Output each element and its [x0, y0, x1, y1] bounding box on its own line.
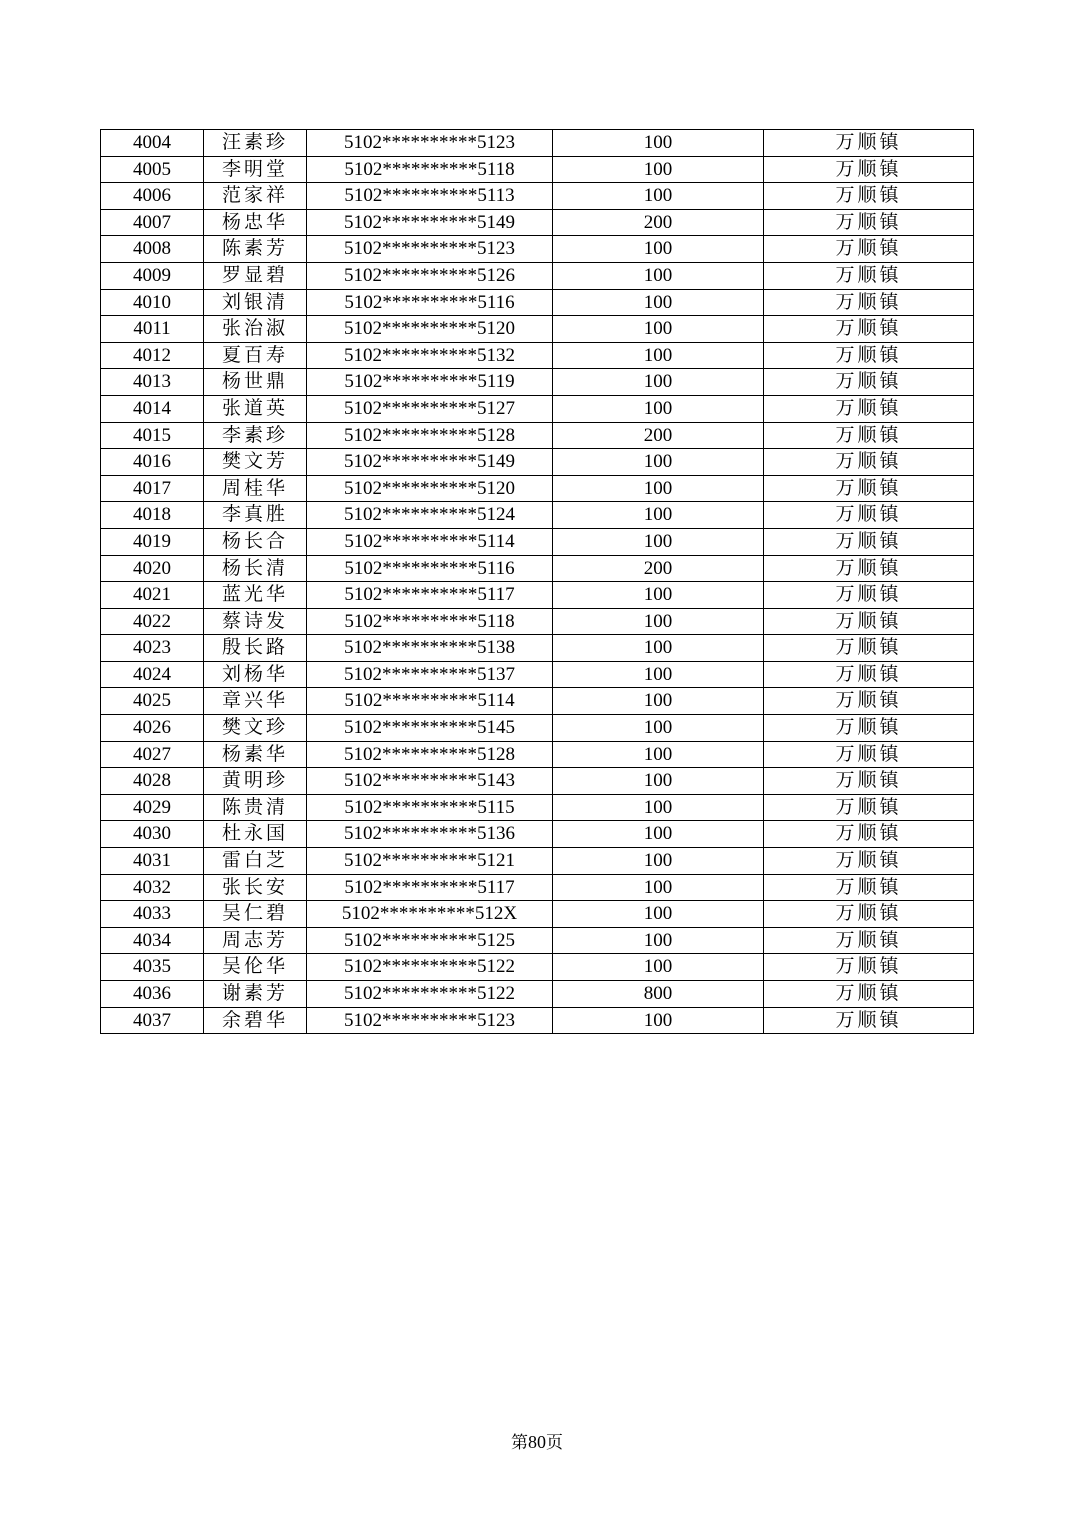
id-number-cell: 5102**********5145	[307, 715, 553, 742]
town-cell: 万顺镇	[764, 209, 974, 236]
town-cell: 万顺镇	[764, 422, 974, 449]
row-number-cell: 4025	[101, 688, 204, 715]
row-number-cell: 4013	[101, 369, 204, 396]
table-row	[101, 262, 974, 289]
person-name-cell: 周桂华	[204, 475, 307, 502]
table-row	[101, 1007, 974, 1034]
person-name-cell: 余碧华	[204, 1007, 307, 1034]
amount-cell: 100	[553, 1007, 764, 1034]
id-number-cell: 5102**********5127	[307, 395, 553, 422]
id-number-cell: 5102**********5137	[307, 661, 553, 688]
row-number-cell: 4012	[101, 342, 204, 369]
person-name-cell: 樊文珍	[204, 715, 307, 742]
row-number-cell: 4028	[101, 768, 204, 795]
table-row	[101, 289, 974, 316]
row-number-cell: 4021	[101, 582, 204, 609]
person-name-cell: 雷白芝	[204, 848, 307, 875]
town-cell: 万顺镇	[764, 342, 974, 369]
person-name-cell: 刘杨华	[204, 661, 307, 688]
person-name-cell: 蔡诗发	[204, 608, 307, 635]
town-cell: 万顺镇	[764, 369, 974, 396]
table-row	[101, 874, 974, 901]
table-row	[101, 981, 974, 1008]
table-row	[101, 715, 974, 742]
table-row	[101, 130, 974, 157]
amount-cell: 100	[553, 289, 764, 316]
table-row	[101, 635, 974, 662]
id-number-cell: 5102**********5136	[307, 821, 553, 848]
table-row	[101, 449, 974, 476]
id-number-cell: 5102**********5122	[307, 954, 553, 981]
id-number-cell: 5102**********5116	[307, 289, 553, 316]
amount-cell: 800	[553, 981, 764, 1008]
table-row	[101, 688, 974, 715]
row-number-cell: 4037	[101, 1007, 204, 1034]
person-name-cell: 刘银清	[204, 289, 307, 316]
id-number-cell: 5102**********5117	[307, 582, 553, 609]
amount-cell: 100	[553, 582, 764, 609]
row-number-cell: 4008	[101, 236, 204, 263]
row-number-cell: 4026	[101, 715, 204, 742]
page-footer	[0, 1428, 1074, 1453]
table-row	[101, 608, 974, 635]
amount-cell: 100	[553, 130, 764, 157]
person-name-cell: 张治淑	[204, 316, 307, 343]
table-row	[101, 209, 974, 236]
amount-cell: 100	[553, 316, 764, 343]
town-cell: 万顺镇	[764, 874, 974, 901]
row-number-cell: 4009	[101, 262, 204, 289]
row-number-cell: 4020	[101, 555, 204, 582]
amount-cell: 100	[553, 954, 764, 981]
town-cell: 万顺镇	[764, 715, 974, 742]
row-number-cell: 4030	[101, 821, 204, 848]
amount-cell: 100	[553, 794, 764, 821]
row-number-cell: 4023	[101, 635, 204, 662]
table-row	[101, 475, 974, 502]
amount-cell: 100	[553, 901, 764, 928]
id-number-cell: 5102**********5125	[307, 927, 553, 954]
amount-cell: 100	[553, 848, 764, 875]
roster-table	[100, 129, 974, 1034]
person-name-cell: 吴仁碧	[204, 901, 307, 928]
row-number-cell: 4006	[101, 183, 204, 210]
amount-cell: 200	[553, 209, 764, 236]
amount-cell: 100	[553, 528, 764, 555]
person-name-cell: 李明堂	[204, 156, 307, 183]
amount-cell: 100	[553, 741, 764, 768]
table-row	[101, 156, 974, 183]
person-name-cell: 陈贵清	[204, 794, 307, 821]
amount-cell: 100	[553, 395, 764, 422]
person-name-cell: 张道英	[204, 395, 307, 422]
table-row	[101, 342, 974, 369]
amount-cell: 100	[553, 262, 764, 289]
row-number-cell: 4032	[101, 874, 204, 901]
row-number-cell: 4018	[101, 502, 204, 529]
person-name-cell: 杨世鼎	[204, 369, 307, 396]
row-number-cell: 4019	[101, 528, 204, 555]
person-name-cell: 吴伦华	[204, 954, 307, 981]
id-number-cell: 5102**********5138	[307, 635, 553, 662]
id-number-cell: 5102**********5143	[307, 768, 553, 795]
id-number-cell: 5102**********5128	[307, 741, 553, 768]
row-number-cell: 4022	[101, 608, 204, 635]
id-number-cell: 5102**********5149	[307, 209, 553, 236]
town-cell: 万顺镇	[764, 262, 974, 289]
row-number-cell: 4036	[101, 981, 204, 1008]
id-number-cell: 5102**********5114	[307, 688, 553, 715]
table-row	[101, 316, 974, 343]
roster-table-body	[101, 130, 974, 1034]
id-number-cell: 5102**********5119	[307, 369, 553, 396]
amount-cell: 100	[553, 635, 764, 662]
person-name-cell: 章兴华	[204, 688, 307, 715]
amount-cell: 100	[553, 821, 764, 848]
id-number-cell: 5102**********5118	[307, 156, 553, 183]
amount-cell: 100	[553, 608, 764, 635]
town-cell: 万顺镇	[764, 555, 974, 582]
town-cell: 万顺镇	[764, 954, 974, 981]
row-number-cell: 4010	[101, 289, 204, 316]
row-number-cell: 4015	[101, 422, 204, 449]
table-row	[101, 422, 974, 449]
town-cell: 万顺镇	[764, 927, 974, 954]
row-number-cell: 4014	[101, 395, 204, 422]
town-cell: 万顺镇	[764, 901, 974, 928]
table-row	[101, 741, 974, 768]
id-number-cell: 5102**********5123	[307, 130, 553, 157]
person-name-cell: 李素珍	[204, 422, 307, 449]
id-number-cell: 5102**********5117	[307, 874, 553, 901]
town-cell: 万顺镇	[764, 661, 974, 688]
row-number-cell: 4004	[101, 130, 204, 157]
amount-cell: 100	[553, 688, 764, 715]
table-row	[101, 555, 974, 582]
id-number-cell: 5102**********512X	[307, 901, 553, 928]
town-cell: 万顺镇	[764, 316, 974, 343]
id-number-cell: 5102**********5132	[307, 342, 553, 369]
amount-cell: 100	[553, 183, 764, 210]
row-number-cell: 4024	[101, 661, 204, 688]
person-name-cell: 汪素珍	[204, 130, 307, 157]
amount-cell: 100	[553, 156, 764, 183]
id-number-cell: 5102**********5126	[307, 262, 553, 289]
person-name-cell: 周志芳	[204, 927, 307, 954]
town-cell: 万顺镇	[764, 741, 974, 768]
person-name-cell: 杨长合	[204, 528, 307, 555]
id-number-cell: 5102**********5122	[307, 981, 553, 1008]
id-number-cell: 5102**********5124	[307, 502, 553, 529]
table-row	[101, 502, 974, 529]
town-cell: 万顺镇	[764, 608, 974, 635]
town-cell: 万顺镇	[764, 688, 974, 715]
person-name-cell: 陈素芳	[204, 236, 307, 263]
table-row	[101, 848, 974, 875]
amount-cell: 100	[553, 661, 764, 688]
amount-cell: 100	[553, 502, 764, 529]
row-number-cell: 4031	[101, 848, 204, 875]
town-cell: 万顺镇	[764, 502, 974, 529]
town-cell: 万顺镇	[764, 1007, 974, 1034]
id-number-cell: 5102**********5149	[307, 449, 553, 476]
page-number: 80	[528, 1432, 546, 1452]
row-number-cell: 4007	[101, 209, 204, 236]
town-cell: 万顺镇	[764, 582, 974, 609]
table-row	[101, 369, 974, 396]
person-name-cell: 范家祥	[204, 183, 307, 210]
row-number-cell: 4035	[101, 954, 204, 981]
amount-cell: 100	[553, 236, 764, 263]
row-number-cell: 4011	[101, 316, 204, 343]
id-number-cell: 5102**********5128	[307, 422, 553, 449]
town-cell: 万顺镇	[764, 821, 974, 848]
table-row	[101, 395, 974, 422]
id-number-cell: 5102**********5118	[307, 608, 553, 635]
town-cell: 万顺镇	[764, 183, 974, 210]
page-number-prefix: 第	[511, 1433, 528, 1453]
town-cell: 万顺镇	[764, 395, 974, 422]
id-number-cell: 5102**********5123	[307, 236, 553, 263]
town-cell: 万顺镇	[764, 449, 974, 476]
row-number-cell: 4017	[101, 475, 204, 502]
amount-cell: 100	[553, 475, 764, 502]
town-cell: 万顺镇	[764, 768, 974, 795]
town-cell: 万顺镇	[764, 981, 974, 1008]
person-name-cell: 谢素芳	[204, 981, 307, 1008]
id-number-cell: 5102**********5120	[307, 316, 553, 343]
table-row	[101, 582, 974, 609]
amount-cell: 100	[553, 342, 764, 369]
table-row	[101, 954, 974, 981]
town-cell: 万顺镇	[764, 236, 974, 263]
town-cell: 万顺镇	[764, 635, 974, 662]
row-number-cell: 4033	[101, 901, 204, 928]
town-cell: 万顺镇	[764, 848, 974, 875]
amount-cell: 100	[553, 715, 764, 742]
id-number-cell: 5102**********5115	[307, 794, 553, 821]
row-number-cell: 4005	[101, 156, 204, 183]
person-name-cell: 杨忠华	[204, 209, 307, 236]
table-row	[101, 901, 974, 928]
person-name-cell: 殷长路	[204, 635, 307, 662]
amount-cell: 100	[553, 369, 764, 396]
person-name-cell: 黄明珍	[204, 768, 307, 795]
row-number-cell: 4016	[101, 449, 204, 476]
person-name-cell: 李真胜	[204, 502, 307, 529]
person-name-cell: 张长安	[204, 874, 307, 901]
person-name-cell: 杜永国	[204, 821, 307, 848]
table-row	[101, 821, 974, 848]
row-number-cell: 4029	[101, 794, 204, 821]
id-number-cell: 5102**********5123	[307, 1007, 553, 1034]
table-row	[101, 927, 974, 954]
table-row	[101, 661, 974, 688]
amount-cell: 100	[553, 874, 764, 901]
amount-cell: 100	[553, 768, 764, 795]
town-cell: 万顺镇	[764, 130, 974, 157]
person-name-cell: 蓝光华	[204, 582, 307, 609]
town-cell: 万顺镇	[764, 156, 974, 183]
row-number-cell: 4034	[101, 927, 204, 954]
amount-cell: 200	[553, 422, 764, 449]
table-row	[101, 768, 974, 795]
town-cell: 万顺镇	[764, 528, 974, 555]
table-row	[101, 183, 974, 210]
person-name-cell: 夏百寿	[204, 342, 307, 369]
id-number-cell: 5102**********5121	[307, 848, 553, 875]
person-name-cell: 樊文芳	[204, 449, 307, 476]
row-number-cell: 4027	[101, 741, 204, 768]
table-row	[101, 794, 974, 821]
person-name-cell: 罗显碧	[204, 262, 307, 289]
table-row	[101, 528, 974, 555]
amount-cell: 100	[553, 927, 764, 954]
person-name-cell: 杨长清	[204, 555, 307, 582]
town-cell: 万顺镇	[764, 794, 974, 821]
amount-cell: 100	[553, 449, 764, 476]
town-cell: 万顺镇	[764, 289, 974, 316]
id-number-cell: 5102**********5120	[307, 475, 553, 502]
page-number-suffix: 页	[546, 1433, 563, 1453]
id-number-cell: 5102**********5113	[307, 183, 553, 210]
amount-cell: 200	[553, 555, 764, 582]
table-row	[101, 236, 974, 263]
id-number-cell: 5102**********5114	[307, 528, 553, 555]
person-name-cell: 杨素华	[204, 741, 307, 768]
id-number-cell: 5102**********5116	[307, 555, 553, 582]
town-cell: 万顺镇	[764, 475, 974, 502]
